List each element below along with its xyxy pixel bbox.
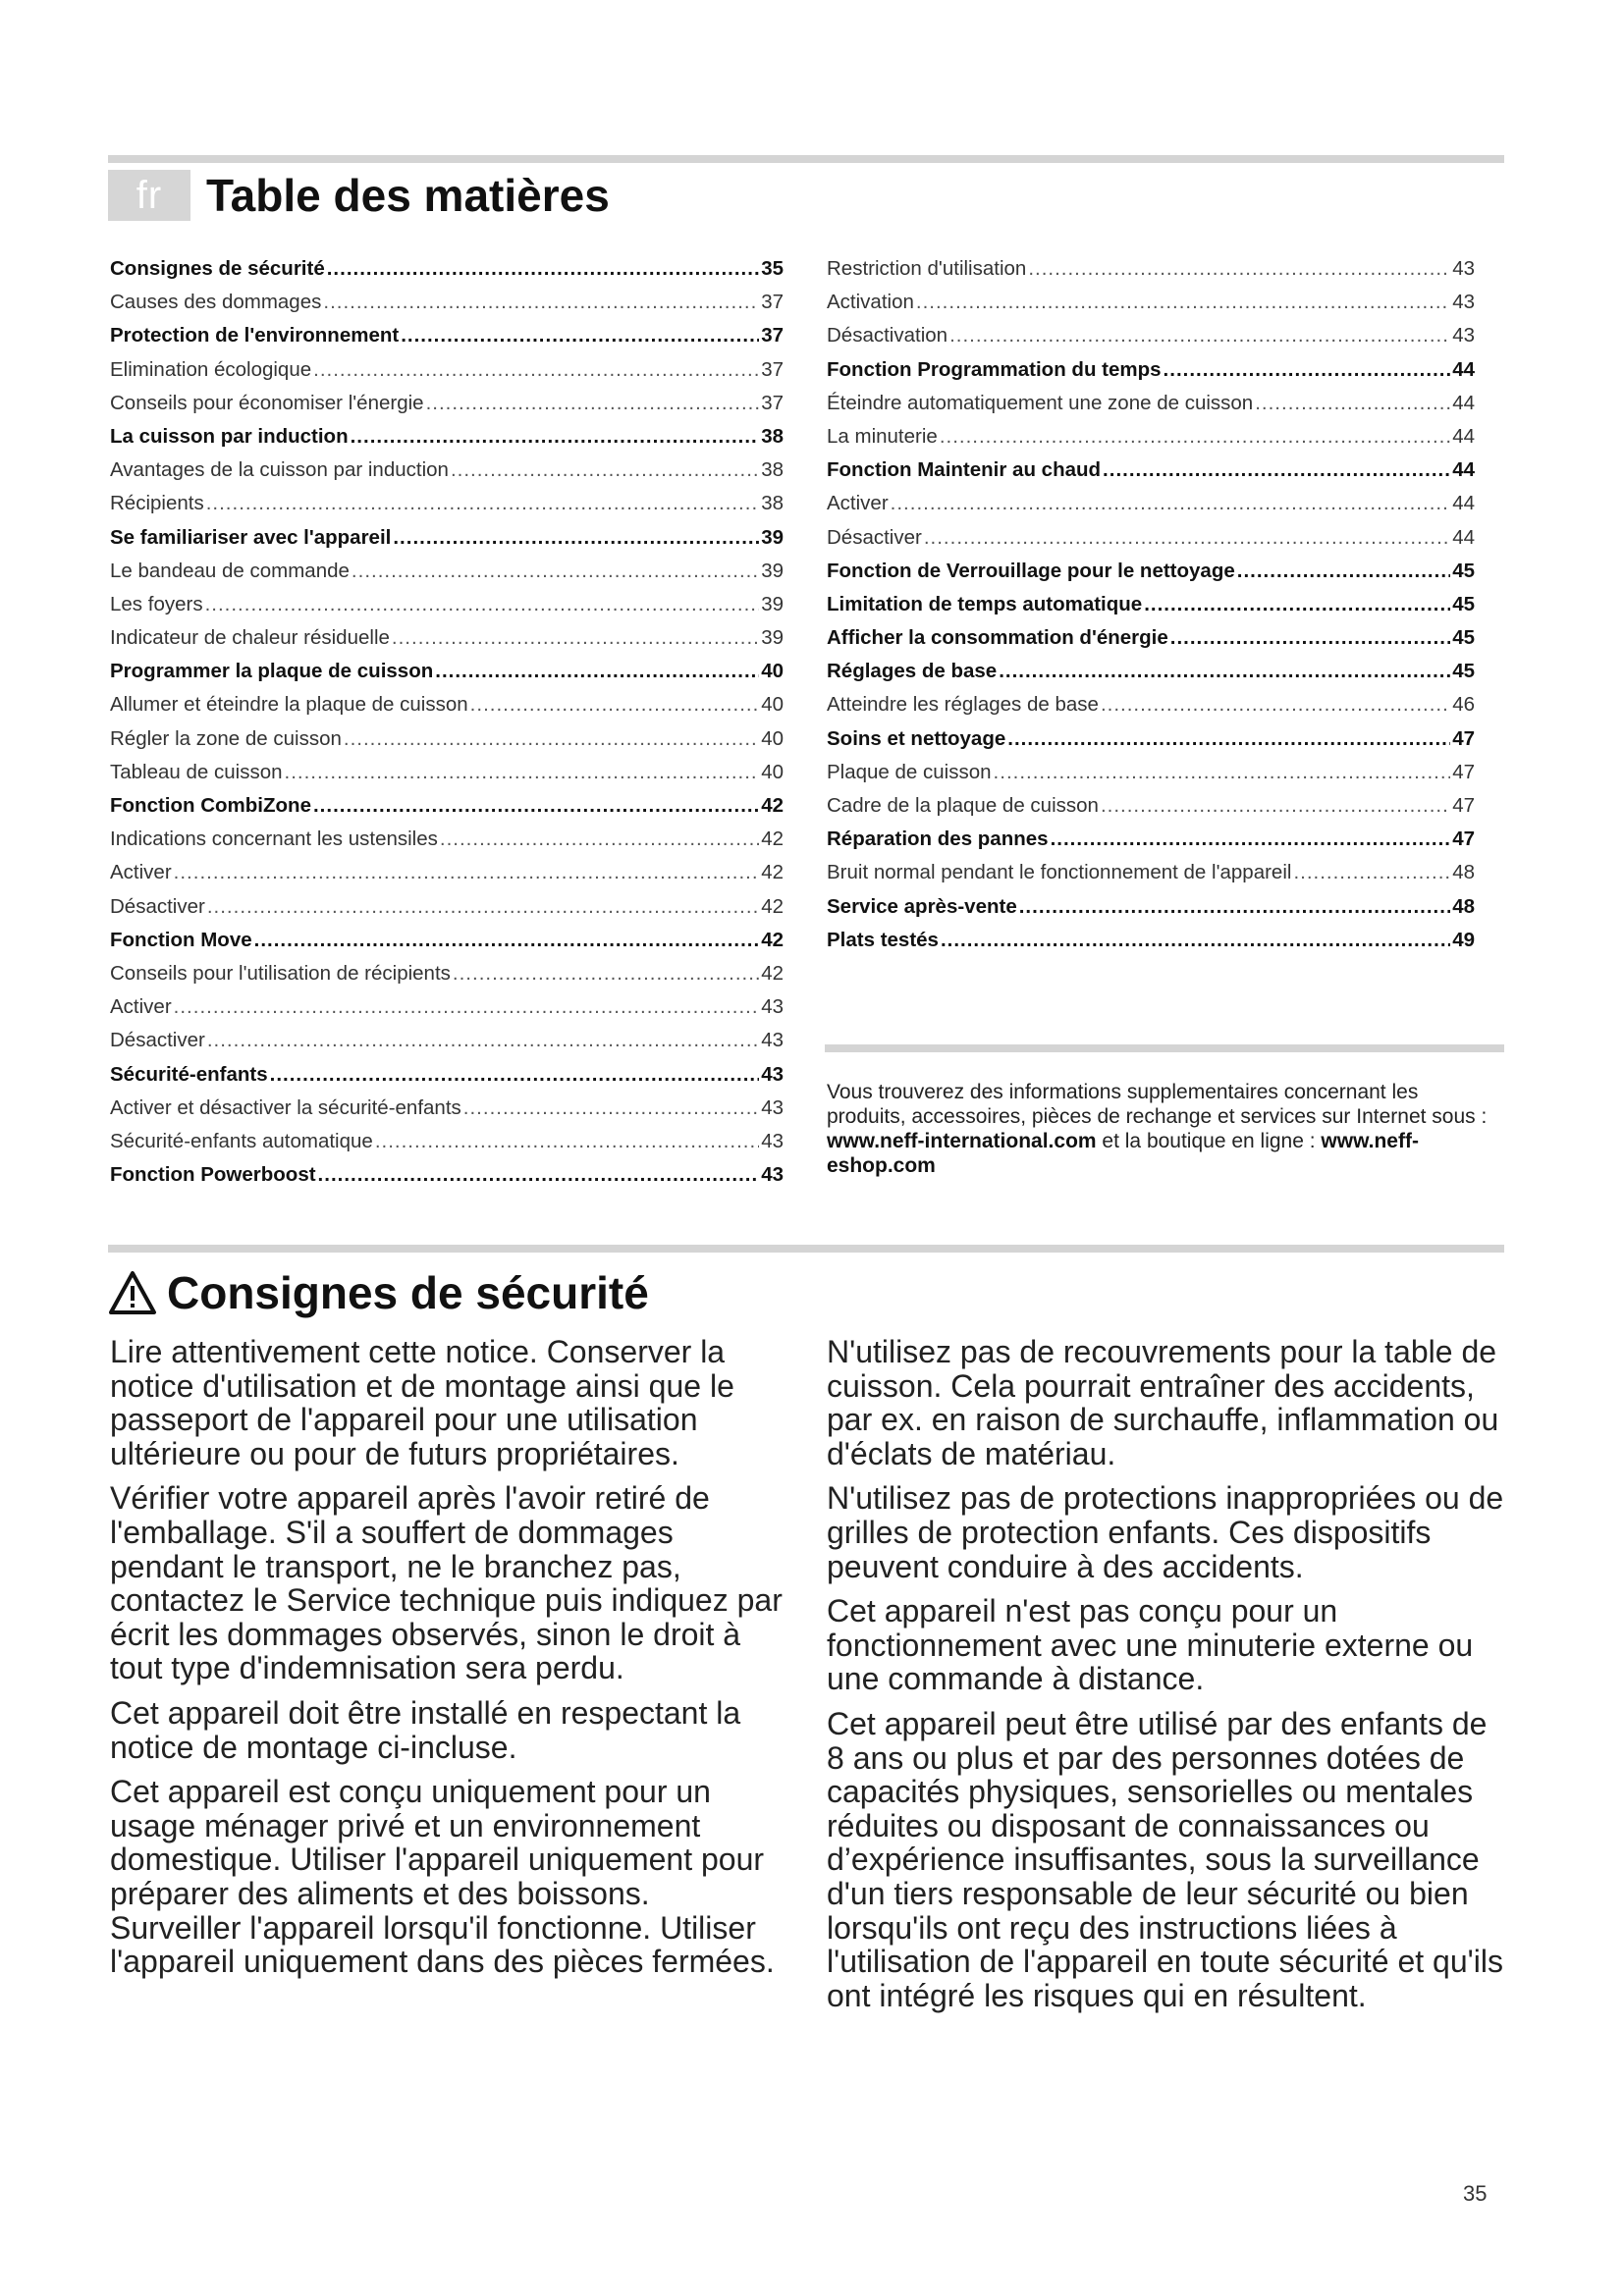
toc-entry-page: 42: [761, 928, 784, 951]
toc-entry-page: 43: [761, 1062, 784, 1086]
toc-leader-dots: [924, 526, 1450, 550]
toc-leader-dots: [207, 895, 759, 919]
toc-entry-label: Elimination écologique: [110, 357, 312, 381]
toc-leader-dots: [435, 660, 759, 683]
toc-entry[interactable]: [110, 492, 784, 525]
toc-entry[interactable]: [827, 560, 1475, 593]
toc-entry-page: 44: [1452, 492, 1475, 515]
toc-entry-label: Désactivation: [827, 324, 948, 347]
online-info: [827, 1080, 1494, 1178]
toc-entry-page: 37: [761, 357, 784, 381]
toc-entry-page: 40: [761, 660, 784, 683]
toc-entry[interactable]: [110, 660, 784, 693]
toc-leader-dots: [205, 593, 760, 616]
toc-entry[interactable]: [827, 861, 1475, 894]
toc-entry[interactable]: [110, 761, 784, 794]
toc-leader-dots: [941, 929, 1450, 952]
toc-leader-dots: [344, 727, 759, 751]
toc-entry[interactable]: [110, 458, 784, 492]
toc-leader-dots: [1255, 392, 1450, 415]
toc-left-column: [110, 257, 784, 1197]
toc-entry-label: Atteindre les réglages de base: [827, 693, 1099, 717]
toc-leader-dots: [1103, 458, 1450, 482]
toc-entry-page: 38: [761, 458, 784, 482]
toc-entry[interactable]: [827, 828, 1475, 861]
toc-entry-label: Le bandeau de commande: [110, 559, 350, 582]
toc-entry-page: 37: [761, 291, 784, 314]
toc-entry-label: Désactiver: [827, 525, 922, 549]
toc-entry-page: 44: [1452, 458, 1475, 482]
toc-entry-label: Réparation des pannes: [827, 828, 1049, 851]
toc-leader-dots: [426, 392, 760, 415]
toc-entry[interactable]: [110, 929, 784, 962]
toc-entry-label: Plaque de cuisson: [827, 760, 992, 783]
toc-leader-dots: [440, 828, 759, 851]
safety-title: Consignes de sécurité: [167, 1267, 649, 1318]
toc-leader-dots: [949, 324, 1450, 347]
toc-entry-page: 42: [761, 861, 784, 884]
toc-entry-page: 42: [761, 828, 784, 851]
toc-leader-dots: [1101, 693, 1450, 717]
toc-entry-page: 40: [761, 760, 784, 783]
safety-paragraph: Cet appareil n'est pas conçu pour un fonctionnement avec une minuterie externe ou une commande à distance.: [827, 1593, 1474, 1697]
toc-entry-label: Conseils pour l'utilisation de récipients: [110, 961, 451, 985]
toc-entry-label: Tableau de cuisson: [110, 760, 283, 783]
toc-entry-label: Les foyers: [110, 592, 203, 615]
toc-entry-label: Indications concernant les ustensiles: [110, 828, 438, 851]
toc-entry-page: 44: [1452, 424, 1475, 448]
toc-leader-dots: [916, 291, 1450, 314]
toc-entry[interactable]: [827, 257, 1475, 291]
toc-entry[interactable]: [110, 1130, 784, 1163]
toc-entry-page: 42: [761, 794, 784, 817]
toc-entry-label: Fonction de Verrouillage pour le nettoyage: [827, 559, 1235, 582]
safety-divider: [108, 1245, 1504, 1253]
toc-entry[interactable]: [110, 392, 784, 425]
toc-entry-label: Activer: [110, 995, 172, 1019]
toc-entry-label: Soins et nettoyage: [827, 726, 1006, 750]
toc-entry[interactable]: [827, 358, 1475, 392]
toc-leader-dots: [891, 492, 1451, 515]
toc-entry-page: 37: [761, 391, 784, 414]
safety-paragraph: N'utilisez pas de protections inappropriées ou de grilles de protection enfants. Ces dispositifs peuvent conduire à des accidents.: [827, 1480, 1504, 1584]
toc-leader-dots: [393, 526, 759, 550]
toc-entry-label: La cuisson par induction: [110, 424, 349, 448]
safety-paragraph: Lire attentivement cette notice. Conserver la notice d'utilisation et de montage ainsi que le passeport de l'appareil pour une utilisation ultérieure ou pour de futurs propriétaires.: [110, 1334, 734, 1471]
toc-entry-label: Allumer et éteindre la plaque de cuisson: [110, 693, 468, 717]
toc-entry[interactable]: [827, 492, 1475, 525]
toc-leader-dots: [206, 492, 759, 515]
toc-entry-label: Afficher la consommation d'énergie: [827, 626, 1168, 650]
toc-entry-label: Plats testés: [827, 928, 939, 951]
toc-leader-dots: [1007, 727, 1450, 751]
toc-entry-label: Récipients: [110, 492, 204, 515]
safety-left-column: [110, 1335, 787, 1990]
toc-entry[interactable]: [827, 660, 1475, 693]
toc-entry-label: Consignes de sécurité: [110, 257, 325, 280]
toc-entry[interactable]: [110, 727, 784, 761]
toc-header: [108, 169, 610, 222]
toc-entry-label: Régler la zone de cuisson: [110, 726, 342, 750]
toc-leader-dots: [375, 1130, 759, 1153]
toc-entry-page: 45: [1452, 660, 1475, 683]
toc-entry[interactable]: [827, 291, 1475, 324]
toc-entry-page: 48: [1452, 861, 1475, 884]
toc-leader-dots: [940, 425, 1450, 449]
toc-right-column: [827, 257, 1475, 962]
toc-entry[interactable]: [110, 593, 784, 626]
toc-leader-dots: [1101, 794, 1450, 818]
toc-leader-dots: [327, 257, 759, 281]
toc-entry-page: 46: [1452, 693, 1475, 717]
toc-entry[interactable]: [110, 1096, 784, 1130]
toc-entry-label: Restriction d'utilisation: [827, 257, 1027, 280]
toc-entry[interactable]: [827, 626, 1475, 660]
toc-leader-dots: [401, 324, 759, 347]
toc-leader-dots: [1293, 861, 1450, 884]
online-info-text-2: et la boutique en ligne :: [1096, 1130, 1322, 1152]
toc-entry-page: 47: [1452, 794, 1475, 817]
toc-entry-page: 40: [761, 726, 784, 750]
toc-entry-page: 43: [761, 1029, 784, 1052]
toc-entry[interactable]: [110, 828, 784, 861]
toc-entry-page: 39: [761, 525, 784, 549]
safety-paragraph: Cet appareil peut être utilisé par des enfants de 8 ans ou plus et par des personnes dotées de capacités physiques, sensorielles ou mentales réduites ou disposant de connaissances ou d’expérience insuffisantes, sous la surveillance d'un tiers responsable de leur sécurité ou bien lorsqu'ils ont reçu des instructions liées à l'utilisation de l'appareil en toute sécurité et qu'ils ont intégré les risques qui en résultent.: [827, 1705, 1503, 2013]
toc-entry[interactable]: [110, 526, 784, 560]
toc-entry-page: 45: [1452, 592, 1475, 615]
toc-entry[interactable]: [827, 761, 1475, 794]
toc-entry-page: 37: [761, 324, 784, 347]
toc-entry-label: Activer: [110, 861, 172, 884]
toc-entry-label: Activer: [827, 492, 889, 515]
toc-leader-dots: [351, 425, 760, 449]
toc-entry-label: Activer et désactiver la sécurité-enfants: [110, 1095, 461, 1119]
language-badge: fr: [108, 170, 190, 221]
safety-paragraph: Cet appareil est conçu uniquement pour un usage ménager privé et un environnement domestique. Utiliser l'appareil uniquement pour préparer des aliments et des boissons. Surveiller l'appareil lorsqu'il fonctionne. Utiliser l'appareil uniquement dans des pièces fermées.: [110, 1774, 775, 1980]
toc-entry[interactable]: [110, 358, 784, 392]
toc-entry-label: Fonction CombiZone: [110, 794, 311, 817]
toc-entry[interactable]: [110, 324, 784, 357]
toc-entry-label: La minuterie: [827, 424, 938, 448]
toc-entry-label: Fonction Powerboost: [110, 1163, 316, 1187]
toc-entry-label: Conseils pour économiser l'énergie: [110, 391, 424, 414]
toc-entry-page: 49: [1452, 928, 1475, 951]
toc-leader-dots: [470, 693, 760, 717]
toc-entry[interactable]: [110, 895, 784, 929]
safety-right-column: [827, 1335, 1504, 2023]
toc-leader-dots: [323, 291, 759, 314]
toc-entry[interactable]: [827, 593, 1475, 626]
eshop-website-link[interactable]: www.neff-eshop.com: [827, 1130, 1419, 1177]
toc-entry[interactable]: [110, 425, 784, 458]
toc-leader-dots: [1019, 895, 1450, 919]
toc-entry-page: 43: [761, 1163, 784, 1187]
toc-entry-label: Causes des dommages: [110, 291, 322, 314]
toc-leader-dots: [285, 761, 760, 784]
toc-leader-dots: [1144, 593, 1450, 616]
toc-entry-label: Activation: [827, 291, 914, 314]
toc-entry-label: Cadre de la plaque de cuisson: [827, 794, 1099, 817]
toc-leader-dots: [270, 1063, 760, 1087]
toc-leader-dots: [318, 1163, 760, 1187]
toc-entry-label: Programmer la plaque de cuisson: [110, 660, 434, 683]
toc-entry-page: 45: [1452, 626, 1475, 650]
toc-entry-label: Sécurité-enfants: [110, 1062, 268, 1086]
toc-leader-dots: [207, 1029, 759, 1052]
toc-entry[interactable]: [110, 560, 784, 593]
toc-entry-page: 43: [761, 1129, 784, 1152]
toc-entry-page: 44: [1452, 391, 1475, 414]
toc-entry-page: 43: [761, 1095, 784, 1119]
toc-leader-dots: [1051, 828, 1451, 851]
toc-entry[interactable]: [110, 995, 784, 1029]
toc-entry-page: 47: [1452, 726, 1475, 750]
toc-leader-dots: [453, 962, 759, 986]
toc-entry-page: 47: [1452, 760, 1475, 783]
toc-entry-page: 39: [761, 592, 784, 615]
top-divider: [108, 155, 1504, 163]
online-info-text-1: Vous trouverez des informations supplementaires concernant les produits, accessoires, pièces de rechange et services sur Internet sous :: [827, 1081, 1488, 1128]
toc-entry-page: 44: [1452, 357, 1475, 381]
toc-entry-page: 40: [761, 693, 784, 717]
safety-paragraph: N'utilisez pas de recouvrements pour la table de cuisson. Cela pourrait entraîner des accidents, par ex. en raison de surchauffe, inflammation ou d'éclats de matériau.: [827, 1334, 1499, 1471]
toc-entry[interactable]: [110, 794, 784, 828]
toc-leader-dots: [392, 626, 759, 650]
toc-entry[interactable]: [827, 727, 1475, 761]
toc-entry-label: Fonction Maintenir au chaud: [827, 458, 1102, 482]
toc-entry[interactable]: [110, 257, 784, 291]
safety-paragraph: Vérifier votre appareil après l'avoir retiré de l'emballage. S'il a souffert de dommages pendant le transport, ne le branchez pas, contactez le Service technique puis indiquez par écrit les dommages observés, sinon le droit à tout type d'indemnisation sera perdu.: [110, 1480, 783, 1686]
toc-leader-dots: [994, 761, 1451, 784]
toc-leader-dots: [352, 560, 759, 583]
toc-leader-dots: [1170, 626, 1450, 650]
toc-entry-label: Se familiariser avec l'appareil: [110, 525, 392, 549]
toc-entry[interactable]: [110, 1063, 784, 1096]
toc-leader-dots: [174, 861, 760, 884]
toc-entry-page: 43: [761, 995, 784, 1019]
toc-entry-label: Réglages de base: [827, 660, 998, 683]
toc-entry-page: 38: [761, 424, 784, 448]
toc-entry-page: 48: [1452, 894, 1475, 918]
international-website-link[interactable]: www.neff-international.com: [827, 1130, 1097, 1152]
toc-title: Table des matières: [206, 170, 610, 221]
toc-entry-page: 43: [1452, 257, 1475, 280]
page-number: 35: [1463, 2181, 1488, 2206]
toc-entry[interactable]: [827, 929, 1475, 962]
toc-entry-label: Éteindre automatiquement une zone de cuisson: [827, 391, 1254, 414]
toc-entry-page: 39: [761, 559, 784, 582]
toc-entry-page: 43: [1452, 324, 1475, 347]
toc-entry[interactable]: [110, 291, 784, 324]
toc-leader-dots: [463, 1096, 759, 1120]
toc-entry[interactable]: [827, 392, 1475, 425]
toc-entry[interactable]: [827, 458, 1475, 492]
toc-entry-page: 39: [761, 626, 784, 650]
toc-leader-dots: [313, 358, 759, 382]
toc-entry-label: Avantages de la cuisson par induction: [110, 458, 449, 482]
toc-leader-dots: [451, 458, 759, 482]
toc-leader-dots: [1164, 358, 1451, 382]
toc-entry[interactable]: [110, 1163, 784, 1197]
toc-entry-label: Protection de l'environnement: [110, 324, 400, 347]
safety-paragraph: Cet appareil doit être installé en respectant la notice de montage ci-incluse.: [110, 1694, 741, 1765]
info-divider: [825, 1044, 1504, 1052]
toc-entry[interactable]: [827, 526, 1475, 560]
toc-leader-dots: [254, 929, 760, 952]
toc-leader-dots: [174, 995, 760, 1019]
toc-entry[interactable]: [827, 324, 1475, 357]
toc-entry-page: 45: [1452, 559, 1475, 582]
toc-entry-page: 42: [761, 894, 784, 918]
toc-entry-label: Limitation de temps automatique: [827, 592, 1143, 615]
toc-entry[interactable]: [110, 1029, 784, 1062]
toc-entry-label: Bruit normal pendant le fonctionnement de l'appareil: [827, 861, 1292, 884]
toc-entry-page: 44: [1452, 525, 1475, 549]
toc-entry[interactable]: [110, 626, 784, 660]
toc-entry[interactable]: [827, 425, 1475, 458]
toc-entry-label: Désactiver: [110, 1029, 205, 1052]
toc-entry-label: Fonction Move: [110, 928, 252, 951]
toc-leader-dots: [1028, 257, 1450, 281]
toc-entry[interactable]: [827, 693, 1475, 726]
toc-entry-page: 43: [1452, 291, 1475, 314]
warning-triangle-icon: [108, 1270, 157, 1315]
toc-entry-label: Fonction Programmation du temps: [827, 357, 1162, 381]
toc-leader-dots: [1237, 560, 1450, 583]
toc-entry-label: Sécurité-enfants automatique: [110, 1129, 373, 1152]
toc-entry[interactable]: [827, 895, 1475, 929]
toc-entry-page: 42: [761, 961, 784, 985]
toc-leader-dots: [313, 794, 759, 818]
toc-entry[interactable]: [827, 794, 1475, 828]
toc-leader-dots: [999, 660, 1450, 683]
toc-entry-label: Désactiver: [110, 894, 205, 918]
toc-entry-page: 38: [761, 492, 784, 515]
toc-entry-page: 35: [761, 257, 784, 280]
toc-entry-page: 47: [1452, 828, 1475, 851]
toc-entry-label: Service après-vente: [827, 894, 1017, 918]
toc-entry-label: Indicateur de chaleur résiduelle: [110, 626, 390, 650]
safety-header: [108, 1260, 649, 1325]
toc-entry[interactable]: [110, 861, 784, 894]
toc-entry[interactable]: [110, 962, 784, 995]
toc-entry[interactable]: [110, 693, 784, 726]
